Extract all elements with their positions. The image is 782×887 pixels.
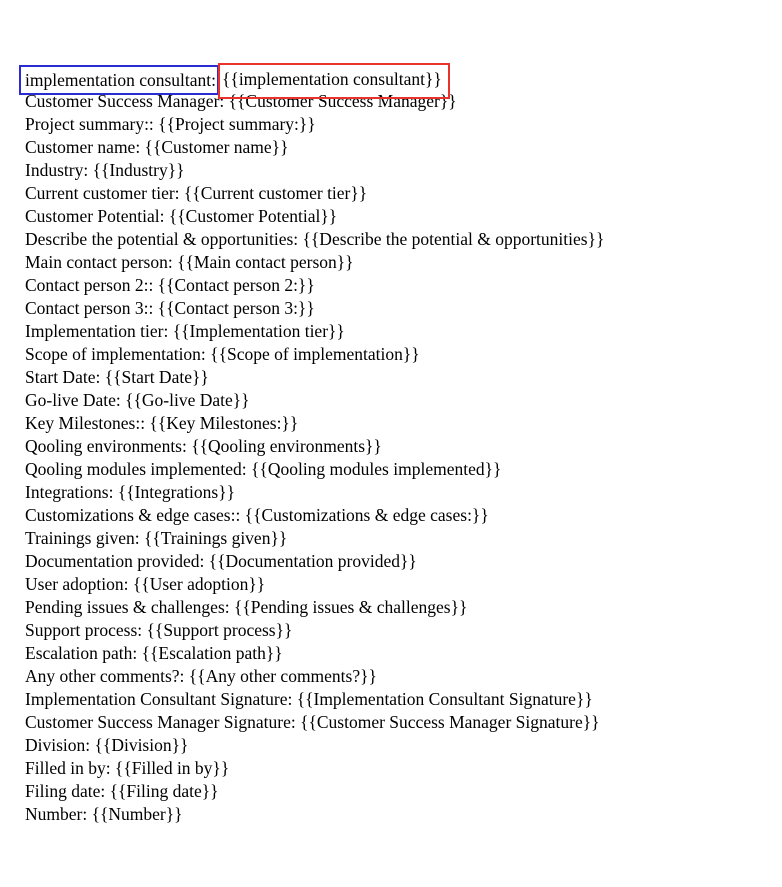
field-line: Customer Success Manager: {{Customer Success Manager}}: [25, 91, 457, 111]
template-document: [25, 67, 765, 826]
field-line: Main contact person: {{Main contact person}}: [25, 252, 354, 272]
field-line: Integrations: {{Integrations}}: [25, 482, 236, 502]
field-line: Number: {{Number}}: [25, 804, 183, 824]
field-line: Trainings given: {{Trainings given}}: [25, 528, 288, 548]
field-line: Support process: {{Support process}}: [25, 620, 293, 640]
field-line: Describe the potential & opportunities: {{Describe the potential & opportunities}}: [25, 229, 605, 249]
field-line: Qooling environments: {{Qooling environments}}: [25, 436, 382, 456]
field-line: Qooling modules implemented: {{Qooling modules implemented}}: [25, 459, 502, 479]
field-line: Contact person 2:: {{Contact person 2:}}: [25, 275, 315, 295]
field-line: Scope of implementation: {{Scope of implementation}}: [25, 344, 420, 364]
field-line: Start Date: {{Start Date}}: [25, 367, 209, 387]
field-line: Filled in by: {{Filled in by}}: [25, 758, 230, 778]
field-line: Go-live Date: {{Go-live Date}}: [25, 390, 250, 410]
field-line: Implementation Consultant Signature: {{Implementation Consultant Signature}}: [25, 689, 593, 709]
field-line: Customer name: {{Customer name}}: [25, 137, 289, 157]
field-line: Project summary:: {{Project summary:}}: [25, 114, 316, 134]
field-line: Key Milestones:: {{Key Milestones:}}: [25, 413, 299, 433]
field-line: Implementation tier: {{Implementation tier}}: [25, 321, 345, 341]
field-label-highlight[interactable]: implementation consultant:: [21, 67, 217, 93]
field-value-highlight[interactable]: {{implementation consultant}}: [220, 65, 448, 97]
field-line: Current customer tier: {{Current customer tier}}: [25, 183, 368, 203]
field-line: Filing date: {{Filing date}}: [25, 781, 219, 801]
field-line: Pending issues & challenges: {{Pending issues & challenges}}: [25, 597, 468, 617]
field-line: Any other comments?: {{Any other comments?}}: [25, 666, 377, 686]
field-line: Customer Potential: {{Customer Potential}}: [25, 206, 338, 226]
field-line: Customer Success Manager Signature: {{Customer Success Manager Signature}}: [25, 712, 600, 732]
field-line: Customizations & edge cases:: {{Customizations & edge cases:}}: [25, 505, 489, 525]
field-line: Escalation path: {{Escalation path}}: [25, 643, 283, 663]
field-line: Industry: {{Industry}}: [25, 160, 185, 180]
field-line: Contact person 3:: {{Contact person 3:}}: [25, 298, 315, 318]
field-line-implementation-consultant: [25, 67, 765, 90]
field-line: Documentation provided: {{Documentation provided}}: [25, 551, 417, 571]
field-line: User adoption: {{User adoption}}: [25, 574, 266, 594]
field-line: Division: {{Division}}: [25, 735, 189, 755]
